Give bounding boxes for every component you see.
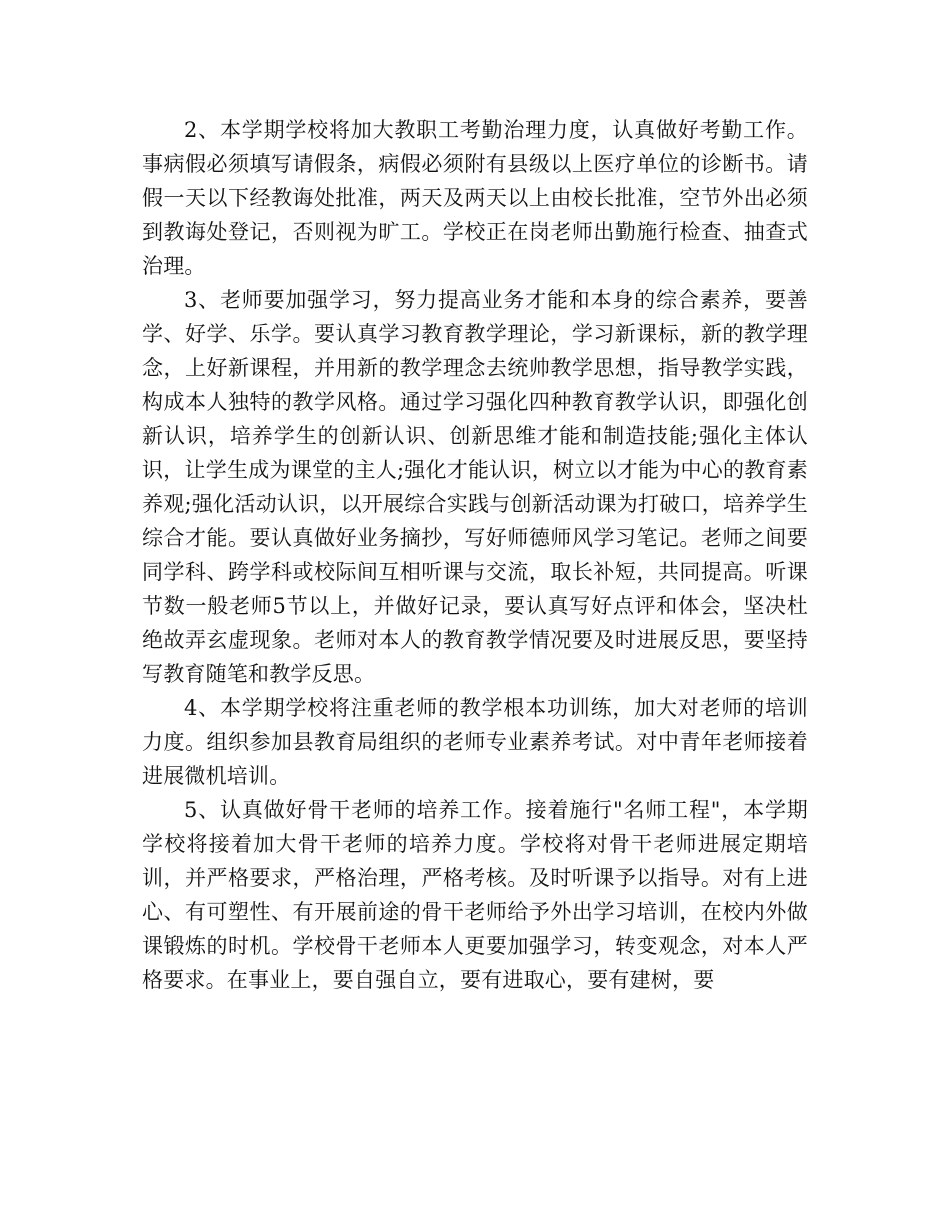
document-body bbox=[142, 113, 808, 997]
paragraph-item-4: 4、本学期学校将注重老师的教学根本功训练，加大对老师的培训力度。组织参加县教育局组织的老师专业素养考试。对中青年老师接着进展微机培训。 bbox=[142, 696, 808, 788]
paragraph-item-3: 3、老师要加强学习，努力提高业务才能和本身的综合素养，要善学、好学、乐学。要认真学习教育教学理论，学习新课标，新的教学理念，上好新课程，并用新的教学理念去统帅教学思想，指导教学实践，构成本人独特的教学风格。通过学习强化四种教育教学认识，即强化创新认识，培养学生的创新认识、创新思维才能和制造技能;强化主体认识，让学生成为课堂的主人;强化才能认识，树立以才能为中心的教育素养观;强化活动认识，以开展综合实践与创新活动课为打破口，培养学生综合才能。要认真做好业务摘抄，写好师德师风学习笔记。老师之间要同学科、跨学科或校际间互相听课与交流，取长补短，共同提高。听课节数一般老师5节以上，并做好记录，要认真写好点评和体会，坚决杜绝故弄玄虚现象。老师对本人的教育教学情况要及时进展反思，要坚持写教育随笔和教学反思。 bbox=[142, 288, 808, 686]
paragraph-item-5: 5、认真做好骨干老师的培养工作。接着施行"名师工程"，本学期学校将接着加大骨干老师的培养力度。学校将对骨干老师进展定期培训，并严格要求，严格治理，严格考核。及时听课予以指导。对有上进心、有可塑性、有开展前途的骨干老师给予外出学习培训，在校内外做课锻炼的时机。学校骨干老师本人更要加强学习，转变观念，对本人严格要求。在事业上，要自强自立，要有进取心，要有建树，要 bbox=[142, 798, 808, 992]
paragraph-item-2: 2、本学期学校将加大教职工考勤治理力度，认真做好考勤工作。事病假必须填写请假条，病假必须附有县级以上医疗单位的诊断书。请假一天以下经教诲处批准，两天及两天以上由校长批准，空节外出必须到教诲处登记，否则视为旷工。学校正在岗老师出勤施行检查、抽查式治理。 bbox=[142, 118, 808, 278]
